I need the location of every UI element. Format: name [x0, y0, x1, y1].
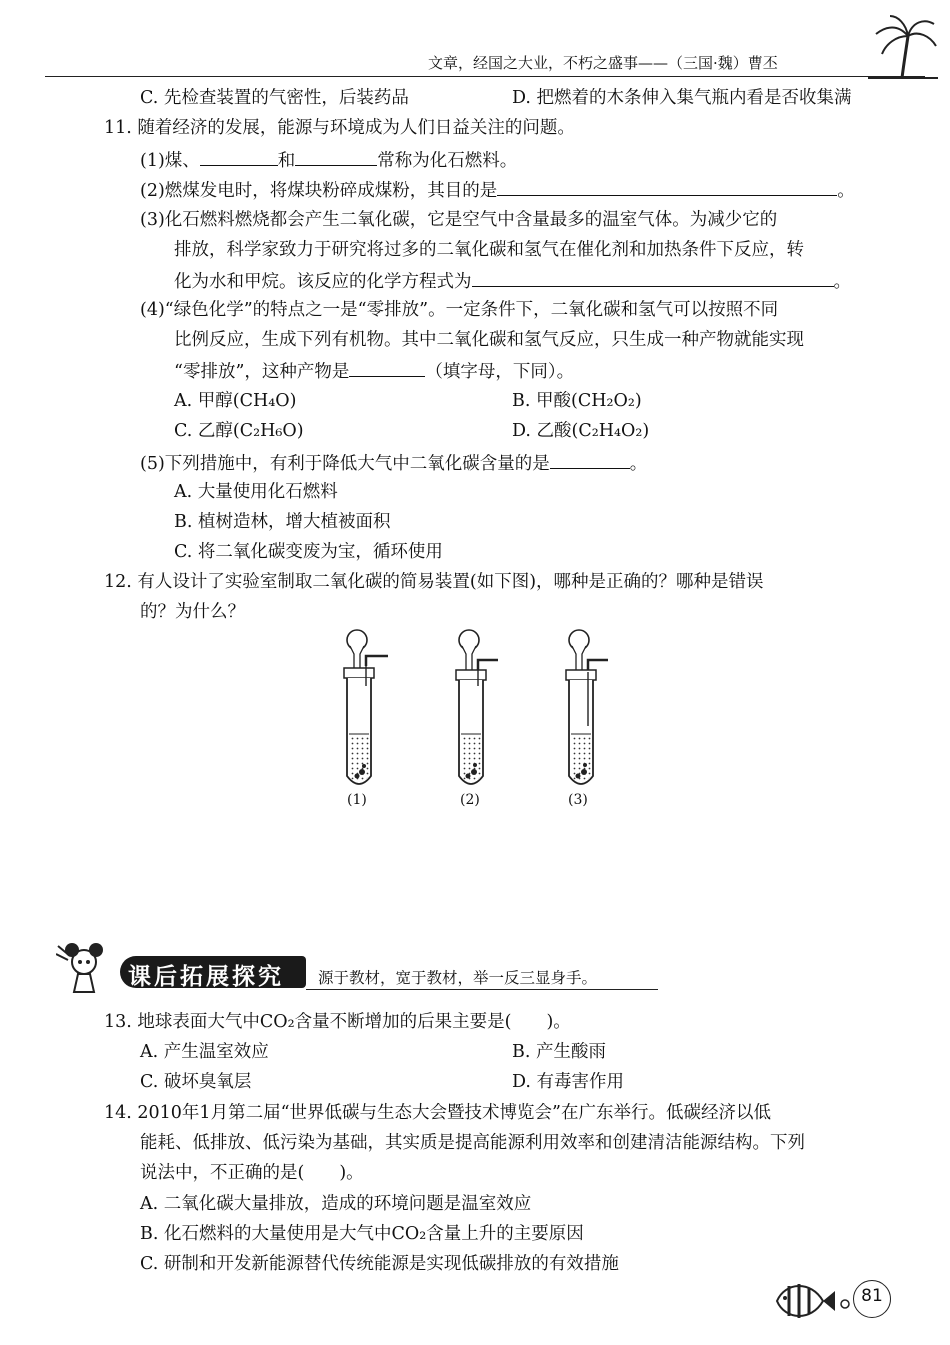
section-slogan: 源于教材，宽于教材，举一反三显身手。: [318, 969, 598, 987]
q13-option-d: D. 有毒害作用: [512, 1072, 625, 1092]
page-number: 81: [861, 1286, 883, 1306]
q13-stem: 13. 地球表面大气中CO₂含量不断增加的后果主要是( )。: [104, 1012, 571, 1032]
q11-part3-line1: (3)化石燃料燃烧都会产生二氧化碳，它是空气中含量最多的温室气体。为减少它的: [140, 210, 778, 230]
q11-part1: [140, 147, 517, 173]
q11-option-d: D. 乙酸(C₂H₄O₂): [512, 421, 650, 441]
q11-part3-line3-text: 化为水和甲烷。该反应的化学方程式为: [174, 272, 472, 292]
q11-option-c: C. 乙醇(C₂H₆O): [174, 421, 304, 441]
apparatus-3: [566, 630, 608, 784]
q10-option-c: C. 先检查装置的气密性，后装药品: [140, 88, 409, 108]
q14-option-c: C. 研制和开发新能源替代传统能源是实现低碳排放的有效措施: [140, 1254, 619, 1274]
q11-part4-line2: 比例反应，生成下列有机物。其中二氧化碳和氢气反应，只生成一种产物就能实现: [174, 330, 804, 350]
q10-option-d: D. 把燃着的木条伸入集气瓶内看是否收集满: [512, 88, 852, 108]
q12-line2: 的？为什么？: [140, 602, 245, 622]
q11-part4-line3-a: “零排放”，这种产物是: [174, 362, 350, 382]
answer-blank[interactable]: [295, 147, 377, 166]
header-quote: 文章，经国之大业，不朽之盛事——（三国·魏）曹丕: [428, 54, 778, 72]
header-rule: [45, 76, 925, 77]
mascot-icon: [56, 938, 126, 998]
q11-part1-c: 常称为化石燃料。: [377, 151, 518, 171]
q11-part3-line2: 排放，科学家致力于研究将过多的二氧化碳和氢气在催化剂和加热条件下反应，转: [174, 240, 804, 260]
q13-option-b: B. 产生酸雨: [512, 1042, 606, 1062]
q11-part2-text: (2)燃煤发电时，将煤块粉碎成煤粉，其目的是: [140, 181, 498, 201]
q11-part5-option-b: B. 植树造林，增大植被面积: [174, 512, 391, 532]
q13-option-a: A. 产生温室效应: [140, 1042, 269, 1062]
q11-part5-option-c: C. 将二氧化碳变废为宝，循环使用: [174, 542, 443, 562]
fish-icon: [775, 1276, 855, 1326]
q13-option-c: C. 破坏臭氧层: [140, 1072, 252, 1092]
q11-option-a: A. 甲醇(CH₄O): [174, 391, 297, 411]
q14-line3: 说法中，不正确的是( )。: [140, 1163, 364, 1183]
section-rule: [306, 989, 658, 990]
q11-part1-b: 和: [277, 151, 296, 171]
figure-label-2: (2): [460, 792, 480, 808]
apparatus-figure: [330, 626, 620, 816]
q11-part1-a: (1)煤、: [140, 151, 200, 171]
answer-blank[interactable]: [200, 147, 278, 166]
apparatus-1: [344, 630, 388, 784]
answer-blank[interactable]: [349, 358, 425, 377]
q14-line1: 14. 2010年1月第二届“世界低碳与生态大会暨技术博览会”在广东举行。低碳经济以低: [104, 1103, 771, 1123]
q12-line1: 12. 有人设计了实验室制取二氧化碳的简易装置(如下图)，哪种是正确的？哪种是错误: [104, 572, 764, 592]
q14-option-b: B. 化石燃料的大量使用是大气中CO₂含量上升的主要原因: [140, 1224, 584, 1244]
figure-label-1: (1): [347, 792, 367, 808]
figure-label-3: (3): [568, 792, 588, 808]
q11-part4-line1: (4)“绿色化学”的特点之一是“零排放”。一定条件下，二氧化碳和氢气可以按照不同: [140, 300, 779, 320]
q14-line2: 能耗、低排放、低污染为基础，其实质是提高能源利用效率和创建清洁能源结构。下列: [140, 1133, 805, 1153]
q14-option-a: A. 二氧化碳大量排放，造成的环境问题是温室效应: [140, 1194, 532, 1214]
q11-part4-line3-b: （填字母，下同）。: [425, 362, 575, 382]
q11-option-b: B. 甲酸(CH₂O₂): [512, 391, 642, 411]
q11-part5-option-a: A. 大量使用化石燃料: [174, 482, 338, 502]
palm-tree-icon: [868, 14, 938, 80]
q11-part2: (2)燃煤发电时，将煤块粉碎成煤粉，其目的是 。: [140, 177, 855, 203]
answer-blank[interactable]: [550, 450, 630, 469]
q11-part5-text: (5)下列措施中，有利于降低大气中二氧化碳含量的是: [140, 454, 550, 474]
section-title: 课后拓展探究: [128, 964, 284, 990]
q11-part3-line3: 化为水和甲烷。该反应的化学方程式为 。: [174, 268, 851, 294]
answer-blank[interactable]: [472, 268, 834, 287]
answer-blank[interactable]: [497, 177, 837, 196]
q11-part4-line3: [174, 358, 574, 384]
apparatus-2: [456, 630, 498, 784]
q11-part5: (5)下列措施中，有利于降低大气中二氧化碳含量的是 。: [140, 450, 647, 476]
q11-stem: 11. 随着经济的发展，能源与环境成为人们日益关注的问题。: [104, 118, 575, 138]
